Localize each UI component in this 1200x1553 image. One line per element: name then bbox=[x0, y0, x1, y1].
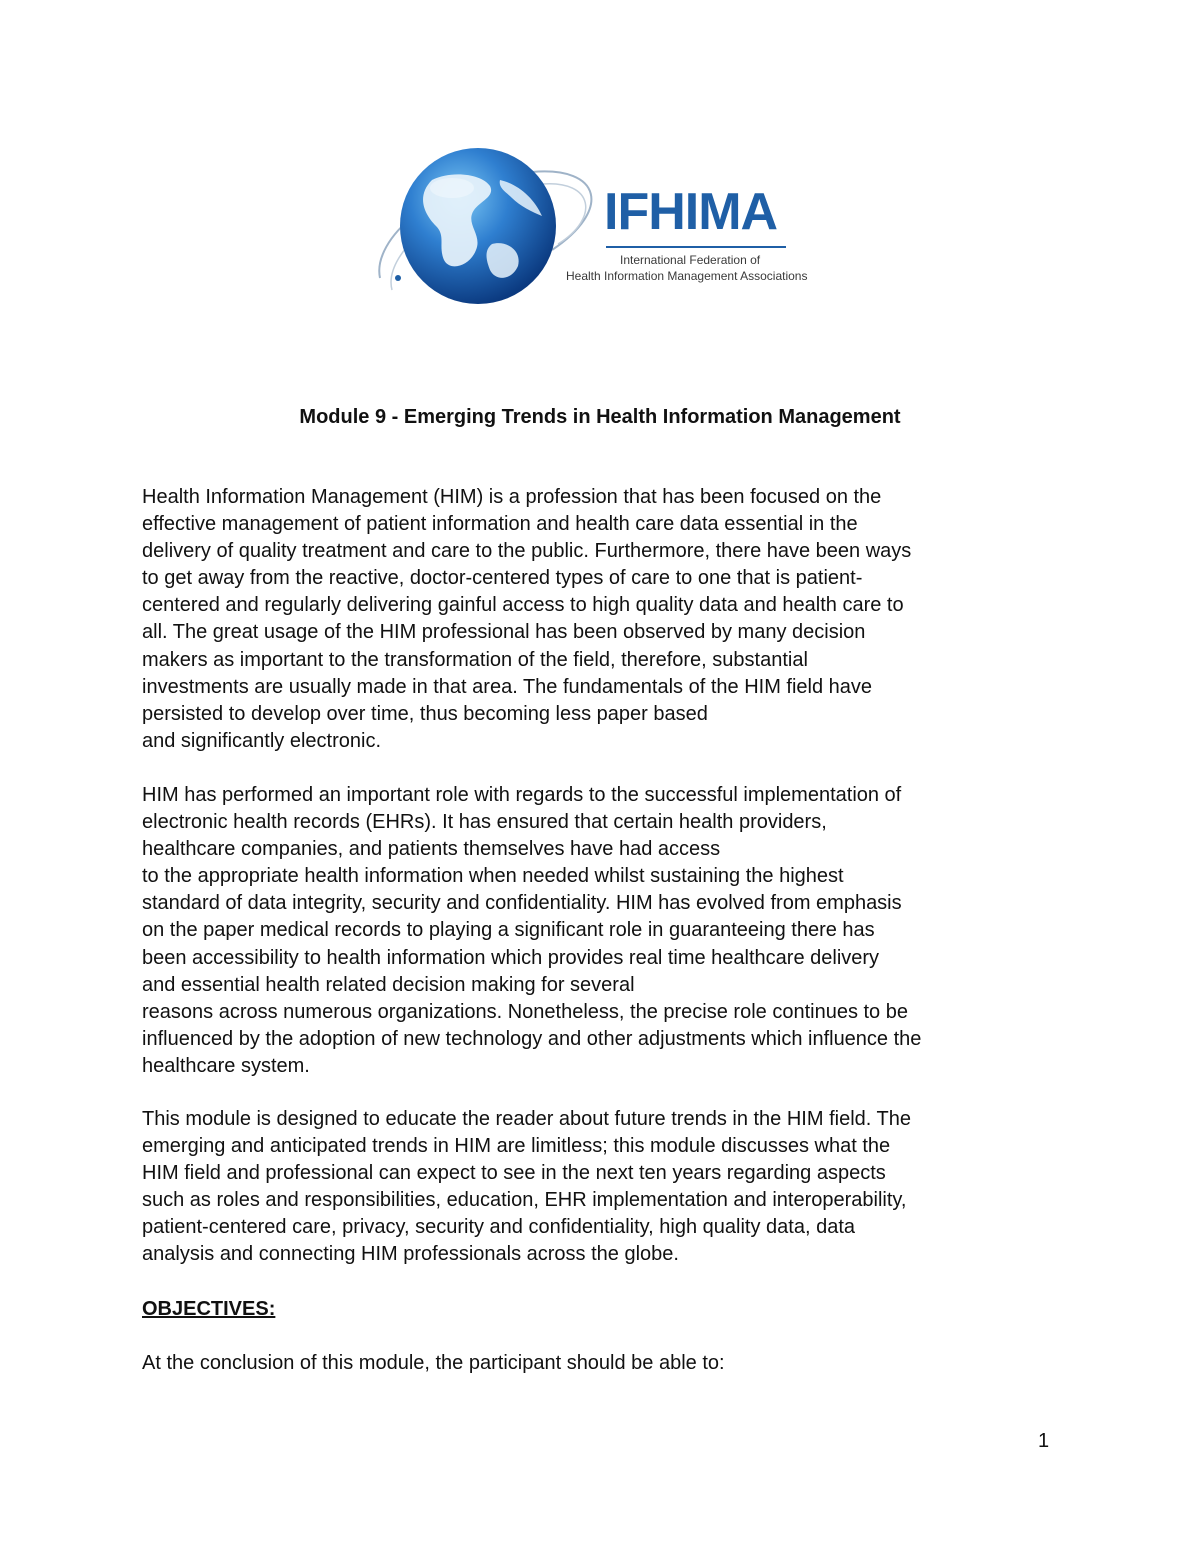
page-number: 1 bbox=[1038, 1430, 1050, 1452]
objectives-heading: OBJECTIVES: bbox=[142, 1298, 276, 1320]
text-line: influenced by the adoption of new technology and other adjustments which influence the bbox=[142, 1027, 922, 1050]
text-line: makers as important to the transformation of the field, therefore, substantial bbox=[142, 648, 808, 671]
text-line: persisted to develop over time, thus becoming less paper based bbox=[142, 702, 708, 725]
ifhima-logo bbox=[372, 140, 828, 312]
logo-divider bbox=[606, 246, 786, 248]
text-line: and significantly electronic. bbox=[142, 729, 382, 752]
text-line: been accessibility to health information which provides real time healthcare delivery bbox=[142, 946, 880, 969]
paragraph-2 bbox=[142, 782, 1072, 1080]
text-line: and essential health related decision making for several bbox=[142, 973, 635, 996]
text-line: standard of data integrity, security and confidentiality. HIM has evolved from emphasis bbox=[142, 892, 902, 915]
text-line: HIM has performed an important role with regards to the successful implementation of bbox=[142, 784, 902, 806]
text-line: This module is designed to educate the reader about future trends in the HIM field. The bbox=[142, 1108, 911, 1130]
text-line: analysis and connecting HIM professionals across the globe. bbox=[142, 1243, 679, 1266]
text-line: to get away from the reactive, doctor-centered types of care to one that is patient- bbox=[142, 567, 863, 590]
text-line: on the paper medical records to playing a significant role in guaranteeing there has bbox=[142, 919, 875, 942]
text-line: HIM field and professional can expect to see in the next ten years regarding aspects bbox=[142, 1162, 886, 1185]
logo-subtitle-line2: Health Information Management Associations bbox=[566, 269, 808, 283]
paragraph-3 bbox=[142, 1106, 1072, 1269]
text-line: healthcare system. bbox=[142, 1054, 310, 1077]
text-line: effective management of patient information and health care data essential in the bbox=[142, 513, 858, 536]
text-line: such as roles and responsibilities, education, EHR implementation and interoperability, bbox=[142, 1189, 907, 1212]
text-line: delivery of quality treatment and care to the public. Furthermore, there have been ways bbox=[142, 540, 912, 563]
text-line: patient-centered care, privacy, security and confidentiality, high quality data, data bbox=[142, 1216, 855, 1239]
document-title: Module 9 - Emerging Trends in Health Information Management bbox=[299, 406, 901, 428]
text-line: to the appropriate health information when needed whilst sustaining the highest bbox=[142, 865, 844, 888]
paragraph-1 bbox=[142, 484, 1072, 755]
text-line: all. The great usage of the HIM professional has been observed by many decision bbox=[142, 621, 866, 644]
text-line: healthcare companies, and patients themselves have had access bbox=[142, 838, 721, 861]
text-line: emerging and anticipated trends in HIM are limitless; this module discusses what the bbox=[142, 1135, 891, 1158]
text-line: Health Information Management (HIM) is a profession that has been focused on the bbox=[142, 486, 882, 508]
objectives-intro: At the conclusion of this module, the participant should be able to: bbox=[142, 1352, 725, 1374]
text-line: reasons across numerous organizations. Nonetheless, the precise role continues to be bbox=[142, 1000, 908, 1023]
logo-subtitle-line1: International Federation of bbox=[620, 253, 761, 267]
text-line: centered and regularly delivering gainful access to high quality data and health care to bbox=[142, 594, 904, 617]
logo-wordmark: IFHIMA bbox=[604, 183, 778, 241]
text-line: investments are usually made in that area. The fundamentals of the HIM field have bbox=[142, 675, 873, 698]
text-line: electronic health records (EHRs). It has ensured that certain health providers, bbox=[142, 811, 827, 834]
